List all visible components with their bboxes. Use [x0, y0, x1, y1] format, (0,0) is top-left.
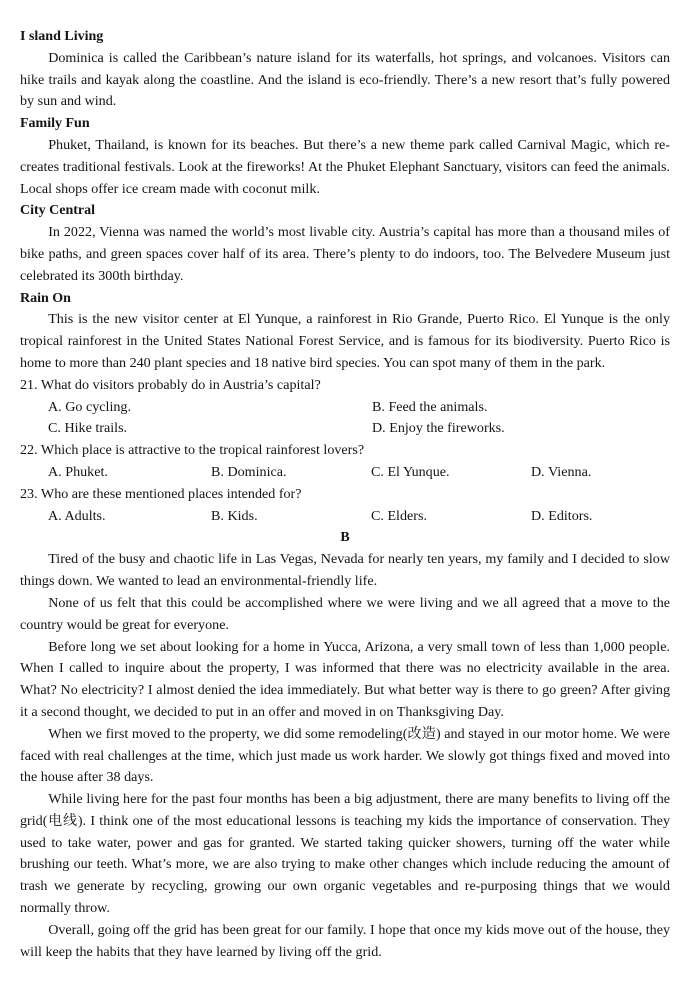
option-a: A. Go cycling.	[48, 398, 131, 415]
option-a: A. Adults.	[48, 507, 106, 524]
option-d: D. Enjoy the fireworks.	[372, 420, 505, 437]
passage-paragraph: Before long we set about looking for a home in Yucca, Arizona, a very small town of less than 1,000 people. When I called to inquire about the property, I was informed that there was no electricity available in the area. What? No electricity? I almost denied the idea immediately. But what better way is there to go green? After giving it a second thought, we decided to put in an offer and moved in on Thanksgiving Day.	[20, 638, 670, 720]
option-b: B. Kids.	[211, 507, 258, 524]
passage-paragraph: Tired of the busy and chaotic life in Las Vegas, Nevada for nearly ten years, my family and I decided to slow things down. We wanted to lead an environmental-friendly life.	[20, 551, 670, 590]
passage-paragraph: When we first moved to the property, we did some remodeling(改造) and stayed in our motor home. We were faced with real challenges at the time, which just made us work harder. We slowly got things fixed and moved into the house after 38 days.	[20, 725, 670, 786]
section-title: Rain On	[20, 290, 71, 306]
section-family-fun	[20, 113, 670, 200]
question-stem: 21. What do visitors probably do in Austria’s capital?	[20, 376, 321, 393]
question-stem: 23. Who are these mentioned places intended for?	[20, 485, 302, 502]
section-text: In 2022, Vienna was named the world’s most livable city. Austria’s capital has more than a thousand miles of bike paths, and green spaces cover half of its area. There’s plenty to do indoors, too. The Belvedere Museum just celebrated its 300th birthday.	[20, 224, 670, 284]
section-title: I sland Living	[20, 29, 104, 44]
section-text: Dominica is called the Caribbean’s nature island for its waterfalls, hot springs, and volcanoes. Visitors can hike trails and kayak along the coastline. And the island is eco-friendly. There’s a new resort that’s fully powered by sun and wind.	[20, 49, 670, 110]
passage-paragraph: None of us felt that this could be accomplished where we were living and we all agreed that a move to the country would be great for everyone.	[20, 594, 670, 633]
question-options	[20, 506, 670, 528]
question-options	[20, 397, 670, 441]
option-c: C. El Yunque.	[371, 463, 450, 480]
option-d: D. Vienna.	[531, 463, 592, 480]
question-22	[20, 440, 670, 484]
passage-b	[20, 549, 670, 963]
question-options	[20, 462, 670, 484]
option-b: B. Dominica.	[211, 463, 287, 480]
section-island-living	[20, 26, 670, 113]
question-21	[20, 375, 670, 440]
question-stem: 22. Which place is attractive to the tropical rainforest lovers?	[20, 442, 365, 459]
option-d: D. Editors.	[531, 507, 593, 524]
part-b-label: B	[340, 530, 350, 546]
section-city-central	[20, 200, 670, 287]
section-title: City Central	[20, 203, 96, 219]
section-rain-on	[20, 288, 670, 375]
section-text: This is the new visitor center at El Yunque, a rainforest in Rio Grande, Puerto Rico. El Yunque is the only tropical rainforest in the United States National Forest Service, and is famous for its biodiversity. Puerto Rico is home to more than 240 plant species and 18 native bird species. You can spot many of them in the park.	[20, 311, 670, 371]
section-title: Family Fun	[20, 116, 90, 132]
option-a: A. Phuket.	[48, 463, 108, 480]
section-text: Phuket, Thailand, is known for its beaches. But there’s a new theme park called Carnival Magic, which re-creates traditional festivals. Look at the fireworks! At the Phuket Elephant Sanctuary, visitors can feed the animals. Local shops offer ice cream made with coconut milk.	[20, 136, 670, 197]
passage-paragraph: While living here for the past four months has been a big adjustment, there are many benefits to living off the grid(电线). I think one of the most educational lessons is teaching my kids the importance of conservation. They used to take water, power and gas for granted. We started taking quicker showers, turning off the water while brushing our teeth. What’s more, we are also trying to make other changes which include reducing the amount of trash we generate by recycling, growing our own organic vegetables and re-purposing things that we would normally throw.	[20, 791, 670, 917]
option-c: C. Elders.	[371, 507, 427, 524]
option-b: B. Feed the animals.	[372, 398, 488, 415]
passage-paragraph: Overall, going off the grid has been great for our family. I hope that once my kids move out of the house, they will keep the habits that they have learned by living off the grid.	[20, 921, 670, 960]
question-23	[20, 484, 670, 528]
option-c: C. Hike trails.	[48, 420, 128, 437]
